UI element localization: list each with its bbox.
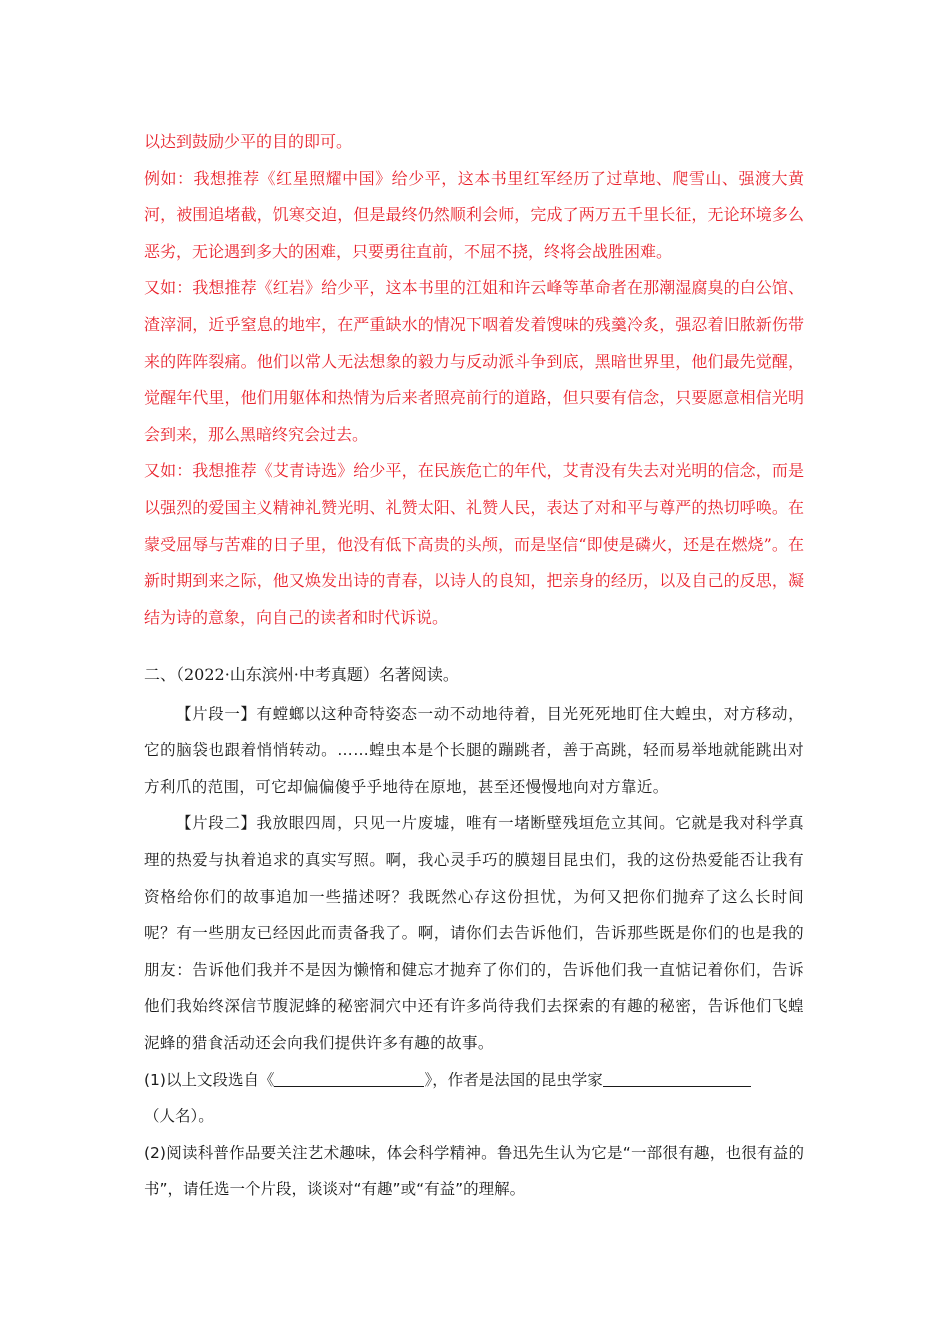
author-name-blank[interactable] (603, 1068, 751, 1087)
sub-question-1 (144, 1062, 804, 1135)
sub-question-1-text-a: (1)以上文段选自《 (144, 1070, 275, 1089)
sub-question-1-text-c: （人名）。 (144, 1107, 214, 1126)
question-section (144, 657, 804, 1208)
answer-example-2: 又如：我想推荐《红岩》给少平，这本书里的江姐和许云峰等革命者在那潮湿腐臭的白公馆、渣滓洞，近乎窒息的地牢，在严重缺水的情况下咽着发着馊味的残羹冷炙，强忍着旧脓新伤带来的阵阵裂痛。他们以常人无法想象的毅力与反动派斗争到底，黑暗世界里，他们最先觉醒，觉醒年代里，他们用躯体和热情为后来者照亮前行的道路，但只要有信念，只要愿意相信光明会到来，那么黑暗终究会过去。 (144, 278, 804, 444)
answer-section (144, 124, 804, 636)
answer-intro: 以达到鼓励少平的目的即可。 (144, 132, 353, 151)
sub-question-1-text-b: 》，作者是法国的昆虫学家 (424, 1070, 603, 1089)
excerpt-1: 【片段一】有螳螂以这种奇特姿态一动不动地待着，目光死死地盯住大蝗虫，对方移动，它的脑袋也跟着悄悄转动。……蝗虫本是个长腿的蹦跳者，善于高跳，轻而易举地就能跳出对方利爪的范围，可它却偏偏傻乎乎地待在原地，甚至还慢慢地向对方靠近。 (144, 704, 804, 796)
book-title-blank[interactable] (274, 1068, 424, 1087)
answer-example-3: 又如：我想推荐《艾青诗选》给少平，在民族危亡的年代，艾青没有失去对光明的信念，而是以强烈的爱国主义精神礼赞光明、礼赞太阳、礼赞人民，表达了对和平与尊严的热切呼唤。在蒙受屈辱与苦难的日子里，他没有低下高贵的头颅，而是坚信“即使是磷火，还是在燃烧”。在新时期到来之际，他又焕发出诗的青春，以诗人的良知，把亲身的经历，以及自己的反思，凝结为诗的意象，向自己的读者和时代诉说。 (144, 461, 804, 627)
question-heading: 二、（2022·山东滨州·中考真题）名著阅读。 (144, 665, 459, 684)
sub-question-2: (2)阅读科普作品要关注艺术趣味，体会科学精神。鲁迅先生认为它是“一部很有趣，也很有益的书”，请任选一个片段，谈谈对“有趣”或“有益”的理解。 (144, 1143, 804, 1199)
excerpt-2: 【片段二】我放眼四周，只见一片废墟，唯有一堵断壁残垣危立其间。它就是我对科学真理的热爱与执着追求的真实写照。啊，我心灵手巧的膜翅目昆虫们，我的这份热爱能否让我有资格给你们的故事追加一些描述呀？我既然心存这份担忧，为何又把你们抛弃了这么长时间呢？有一些朋友已经因此而责备我了。啊，请你们去告诉他们，告诉那些既是你们的也是我的朋友：告诉他们我并不是因为懒惰和健忘才抛弃了你们的，告诉他们我一直惦记着你们，告诉他们我始终深信节腹泥蜂的秘密洞穴中还有许多尚待我们去探索的有趣的秘密，告诉他们飞蝗泥蜂的猎食活动还会向我们提供许多有趣的故事。 (144, 814, 804, 1052)
answer-example-1: 例如：我想推荐《红星照耀中国》给少平，这本书里红军经历了过草地、爬雪山、强渡大黄河，被围追堵截，饥寒交迫，但是最终仍然顺利会师，完成了两万五千里长征，无论环境多么恶劣，无论遇到多大的困难，只要勇往直前，不屈不挠，终将会战胜困难。 (144, 168, 804, 261)
